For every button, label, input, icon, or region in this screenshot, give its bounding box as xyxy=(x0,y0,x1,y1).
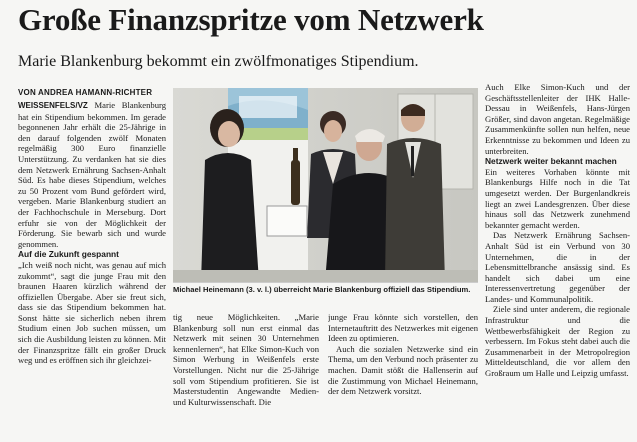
column-1-body: „Ich weiß noch nicht, was genau auf mich zukommt“, sagt die junge Frau mit den braunen Haaren kürzlich während der offiziellen Übergabe. Aber sie freut sich, dass sie das Stipendium bekommen hat. Sonst hätte sie sicherlich neben ihrem Studium einen Job suchen müssen, um sich die Ausbildung leisten zu können. Mit der Finanzspritze fällt ein großer Druck weg und es eröffnen sich ihr gleichzei- xyxy=(18,259,166,366)
photo-illustration xyxy=(173,88,478,282)
column-2-body: tig neue Möglichkeiten. „Marie Blankenburg soll nun erst einmal das Netzwerk mit seinen 30 Unternehmen kennenlernen“, hat Elke Simon-Kuch von Simon Werbung in Weißenfels erste Vorstellungen. Nicht nur die 25-Jährige soll vom Stipendium profitieren. Sie ist Masterstudentin Angewandte Medien- und Kulturwissenschaft. Die xyxy=(173,312,319,407)
column-4-body: Ein weiteres Vorhaben könnte mit Blankenburgs Hilfe noch in die Tat umgesetzt werden. Der Burgenlandkreis liegt an zwei Landesgrenzen. Über diese hinaus soll das Netzwerk zunehmend bekannter gemacht werden. xyxy=(485,166,630,230)
column-4-body-3: Ziele sind unter anderem, die regionale Infrastruktur und die Wettbewerbsfähigkeit der Region zu verbessern. Im Fokus steht dabei auch die Zusammenarbeit in der Metropolregion Mitteldeutschland, die vor allem den Großraum um Halle und Leipzig umfasst. xyxy=(485,304,630,379)
column-1-subtitle: Auf die Zukunft gespannt xyxy=(18,249,119,260)
column-4 xyxy=(485,82,630,440)
column-3 xyxy=(328,312,478,440)
column-3-body-2: Auch die sozialen Netzwerke sind ein Thema, um den Verbund noch präsenter zu machen. Damit stößt die Hallenserin auf die Zustimmung von Michael Heinemann, der dem Netzwerk vorsitzt. xyxy=(328,343,478,397)
column-4-lead: Auch Elke Simon-Kuch und der Geschäftsstellenleiter der IHK Halle-Dessau in Weißenfels, Hans-Jürgen Größer, sind davon angetan. Regelmäßige Zusammenkünfte sollen nun helfen, neue Erkenntnisse zu bekommen und Ideen zu unterbreiten. xyxy=(485,82,630,156)
column-1-lead xyxy=(18,100,166,249)
subheadline: Marie Blankenburg bekommt ein zwölfmonatiges Stipendium. xyxy=(18,53,419,70)
column-4-body-2: Das Netzwerk Ernährung Sachsen-Anhalt Süd ist ein Verbund von 30 Unternehmen, die in der Lebensmittelbranche ansässig sind. Es handelt sich dabei um eine Interessenvertretung gegenüber der Landes- und Kommunalpolitik. xyxy=(485,230,630,304)
dateline: WEISSENFELS/VZ xyxy=(18,101,88,110)
column-1-lead-text: Marie Blankenburg hat ein Stipendium bekommen. Im gerade begonnenen Jahr erhält die 25-Jährige in den darauf folgenden zwölf Monaten regelmäßig 300 Euro finanzielle Unterstützung. Zu verdanken hat sie dies dem Netzwerk Ernährung Sachsen-Anhalt Süd. Es habe dieses Stipendium, welches zu 50 Prozent vom Bund gefördert wird, vergeben. Marie Blankenburg studiert an der Fachhochschule in Merseburg. Dort erfuhr sie von der Möglichkeit der Förderung. Sie bewarb sich und wurde genommen. xyxy=(18,100,166,249)
byline: VON ANDREA HAMANN-RICHTER xyxy=(18,88,153,97)
column-3-body: junge Frau könnte sich vorstellen, den Internetauftritt des Netzwerkes mit eigenen Ideen zu optimieren. xyxy=(328,312,478,344)
column-2 xyxy=(173,312,319,440)
column-1 xyxy=(18,100,166,440)
headline: Große Finanzspritze vom Netzwerk xyxy=(18,2,484,37)
photo-caption: Michael Heinemann (3. v. l.) überreicht Marie Blankenburg offiziell das Stipendium. xyxy=(173,285,471,294)
article-photo xyxy=(173,88,478,283)
certificate xyxy=(267,206,307,236)
column-4-subtitle: Netzwerk weiter bekannt machen xyxy=(485,156,617,167)
